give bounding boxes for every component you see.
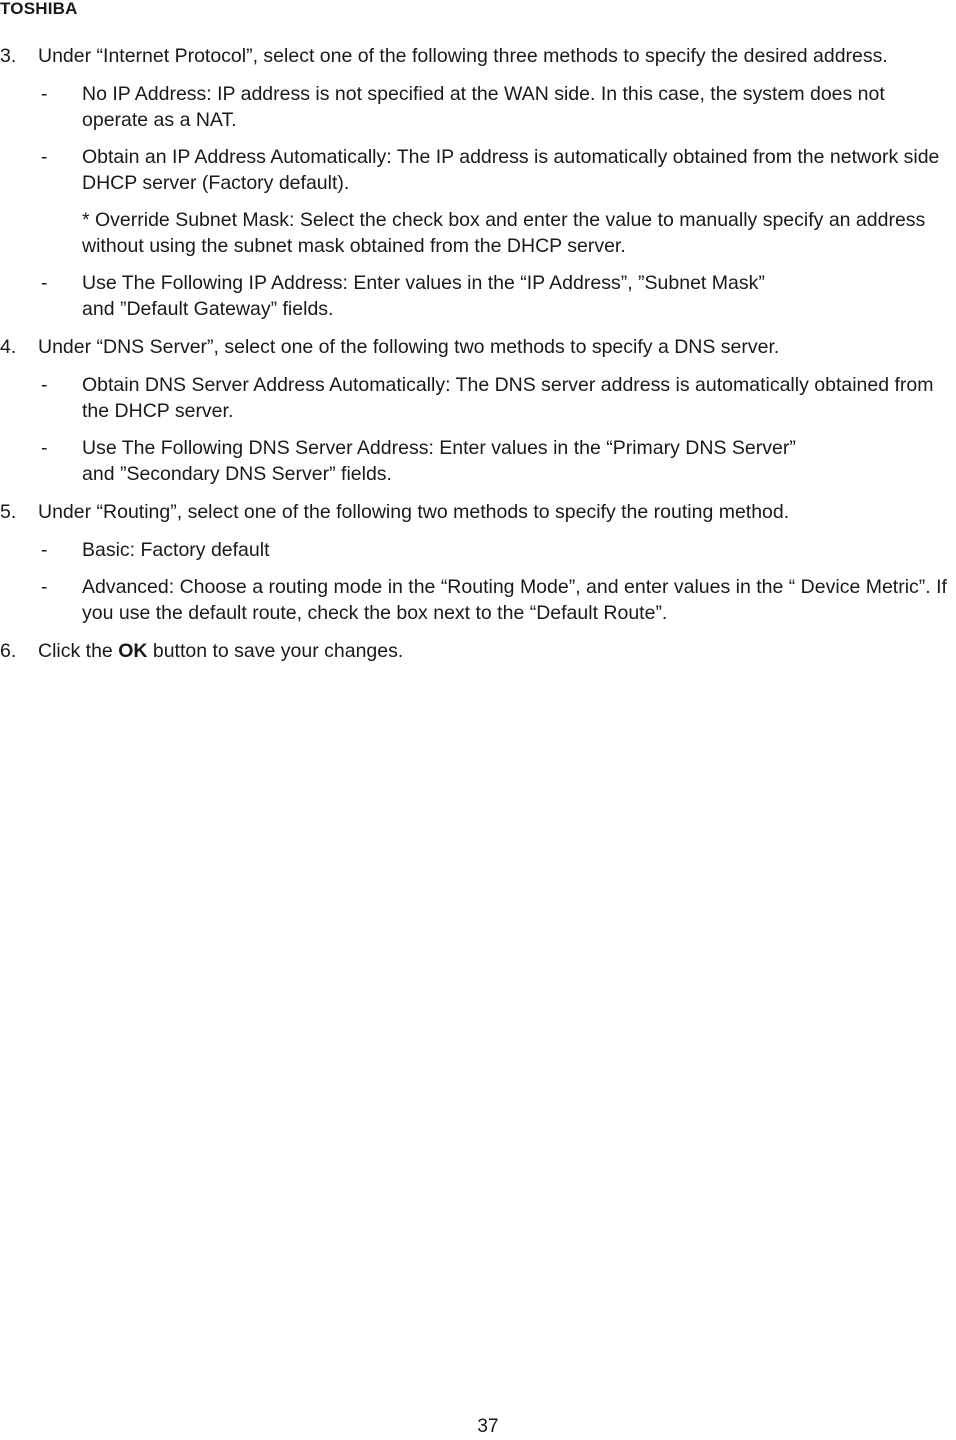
dash-bullet: - [41,437,48,459]
step-5 [0,499,956,626]
step-6 [0,638,956,664]
dash-bullet: - [41,539,48,561]
ok-button-reference: OK [118,640,148,662]
step-text: Under “Routing”, select one of the following two methods to specify the routing method. [38,501,790,523]
list-item-text: Obtain DNS Server Address Automatically: The DNS server address is automatically obtained from the DHCP server. [82,374,934,422]
list-item-text: Advanced: Choose a routing mode in the “Routing Mode”, and enter values in the “ Device Metric”. If you use the default route, check the box next to the “Default Route”. [82,576,947,624]
list-item [38,270,956,322]
override-subnet-note: * Override Subnet Mask: Select the check box and enter the value to manually specify an address without using the subnet mask obtained from the DHCP server. [82,209,926,257]
document-body [0,43,956,676]
list-item-text-line: and ”Default Gateway” fields. [82,298,334,320]
step-text: Under “DNS Server”, select one of the following two methods to specify a DNS server. [38,336,780,358]
step-4 [0,334,956,487]
list-item [38,435,956,487]
page-number: 37 [477,1416,499,1437]
step-number: 5. [0,501,17,523]
step-text-pre: Click the [38,640,119,662]
list-item-text-line: Use The Following DNS Server Address: Enter values in the “Primary DNS Server” [82,437,796,459]
list-item-text-line: Use The Following IP Address: Enter values in the “IP Address”, ”Subnet Mask” [82,272,765,294]
sub-item-list [38,537,956,626]
step-number: 3. [0,45,17,67]
step-text-post: button to save your changes. [147,640,404,662]
step-number: 4. [0,336,17,358]
list-item [38,574,956,626]
list-item-text-line: and ”Secondary DNS Server” fields. [82,463,392,485]
dash-bullet: - [41,576,48,598]
dash-bullet: - [41,146,48,168]
step-text: Under “Internet Protocol”, select one of the following three methods to specify the desired address. [38,45,888,67]
dash-bullet: - [41,272,48,294]
list-item [38,537,956,563]
list-item [38,372,956,424]
dash-bullet: - [41,83,48,105]
list-item-text: Basic: Factory default [82,539,270,561]
step-text [38,638,956,664]
brand-logo-text: TOSHIBA [0,0,78,18]
list-item [38,81,956,133]
step-number: 6. [0,640,17,662]
list-item-text: No IP Address: IP address is not specified at the WAN side. In this case, the system does not operate as a NAT. [82,83,885,131]
dash-bullet: - [41,374,48,396]
list-item-text: Obtain an IP Address Automatically: The IP address is automatically obtained from the network side DHCP server (Factory default). [82,146,940,194]
sub-item-list [38,372,956,487]
list-item [38,144,956,196]
step-3 [0,43,956,322]
sub-item-list [38,81,956,322]
